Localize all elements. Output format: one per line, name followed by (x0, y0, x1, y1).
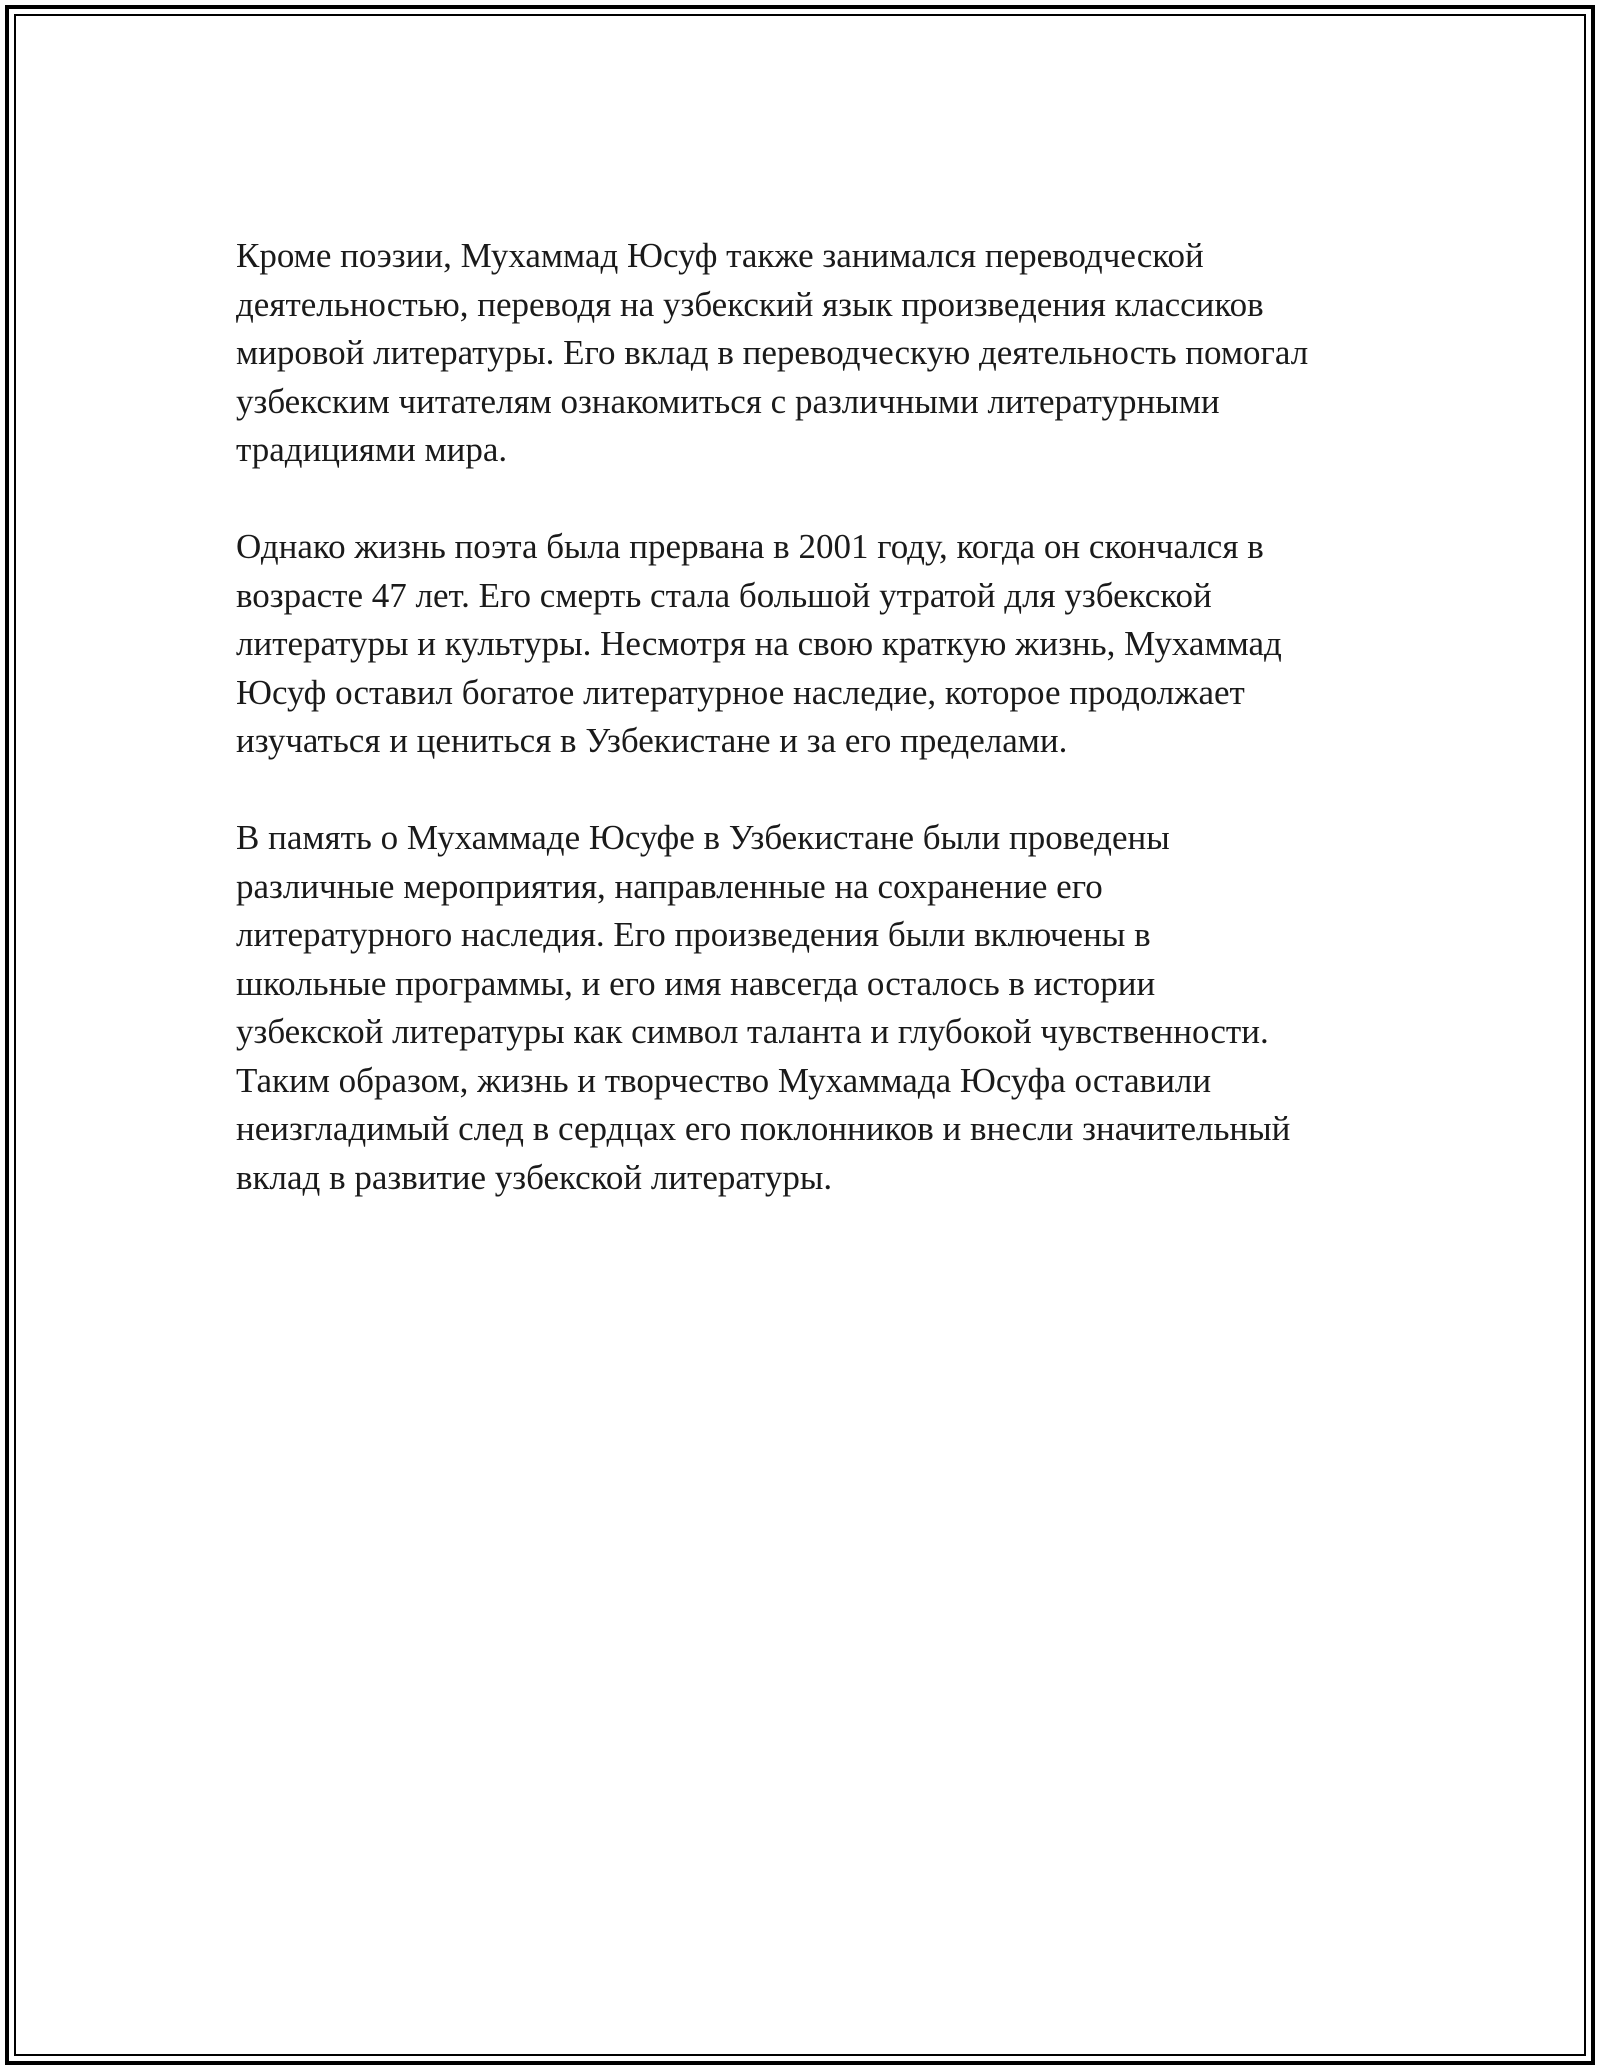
paragraph-death-legacy: Однако жизнь поэта была прервана в 2001 году, когда он скончался в возрасте 47 лет. Его смерть стала большой утратой для узбекской литературы и культуры. Несмотря на свою краткую жизнь, Мухаммад Юсуф оставил богатое литературное наследие, которое продолжает изучаться и цениться в Узбекистане и за его пределами. (236, 527, 1282, 760)
paragraph-translation-work: Кроме поэзии, Мухаммад Юсуф также занимался переводческой деятельностью, переводя на узбекский язык произведения классиков мировой литературы. Его вклад в переводческую деятельность помогал узбекским читателям ознакомиться с различными литературными традициями мира. (236, 236, 1309, 469)
document-body (236, 232, 1396, 1251)
paragraph-memorial: В память о Мухаммаде Юсуфе в Узбекистане были проведены различные мероприятия, направленные на сохранение его литературного наследия. Его произведения были включены в школьные программы, и его имя навсегда осталось в истории узбекской литературы как символ таланта и глубокой чувственности. Таким образом, жизнь и творчество Мухаммада Юсуфа оставили неизгладимый след в сердцах его поклонников и внесли значительный вклад в развитие узбекской литературы. (236, 818, 1291, 1197)
